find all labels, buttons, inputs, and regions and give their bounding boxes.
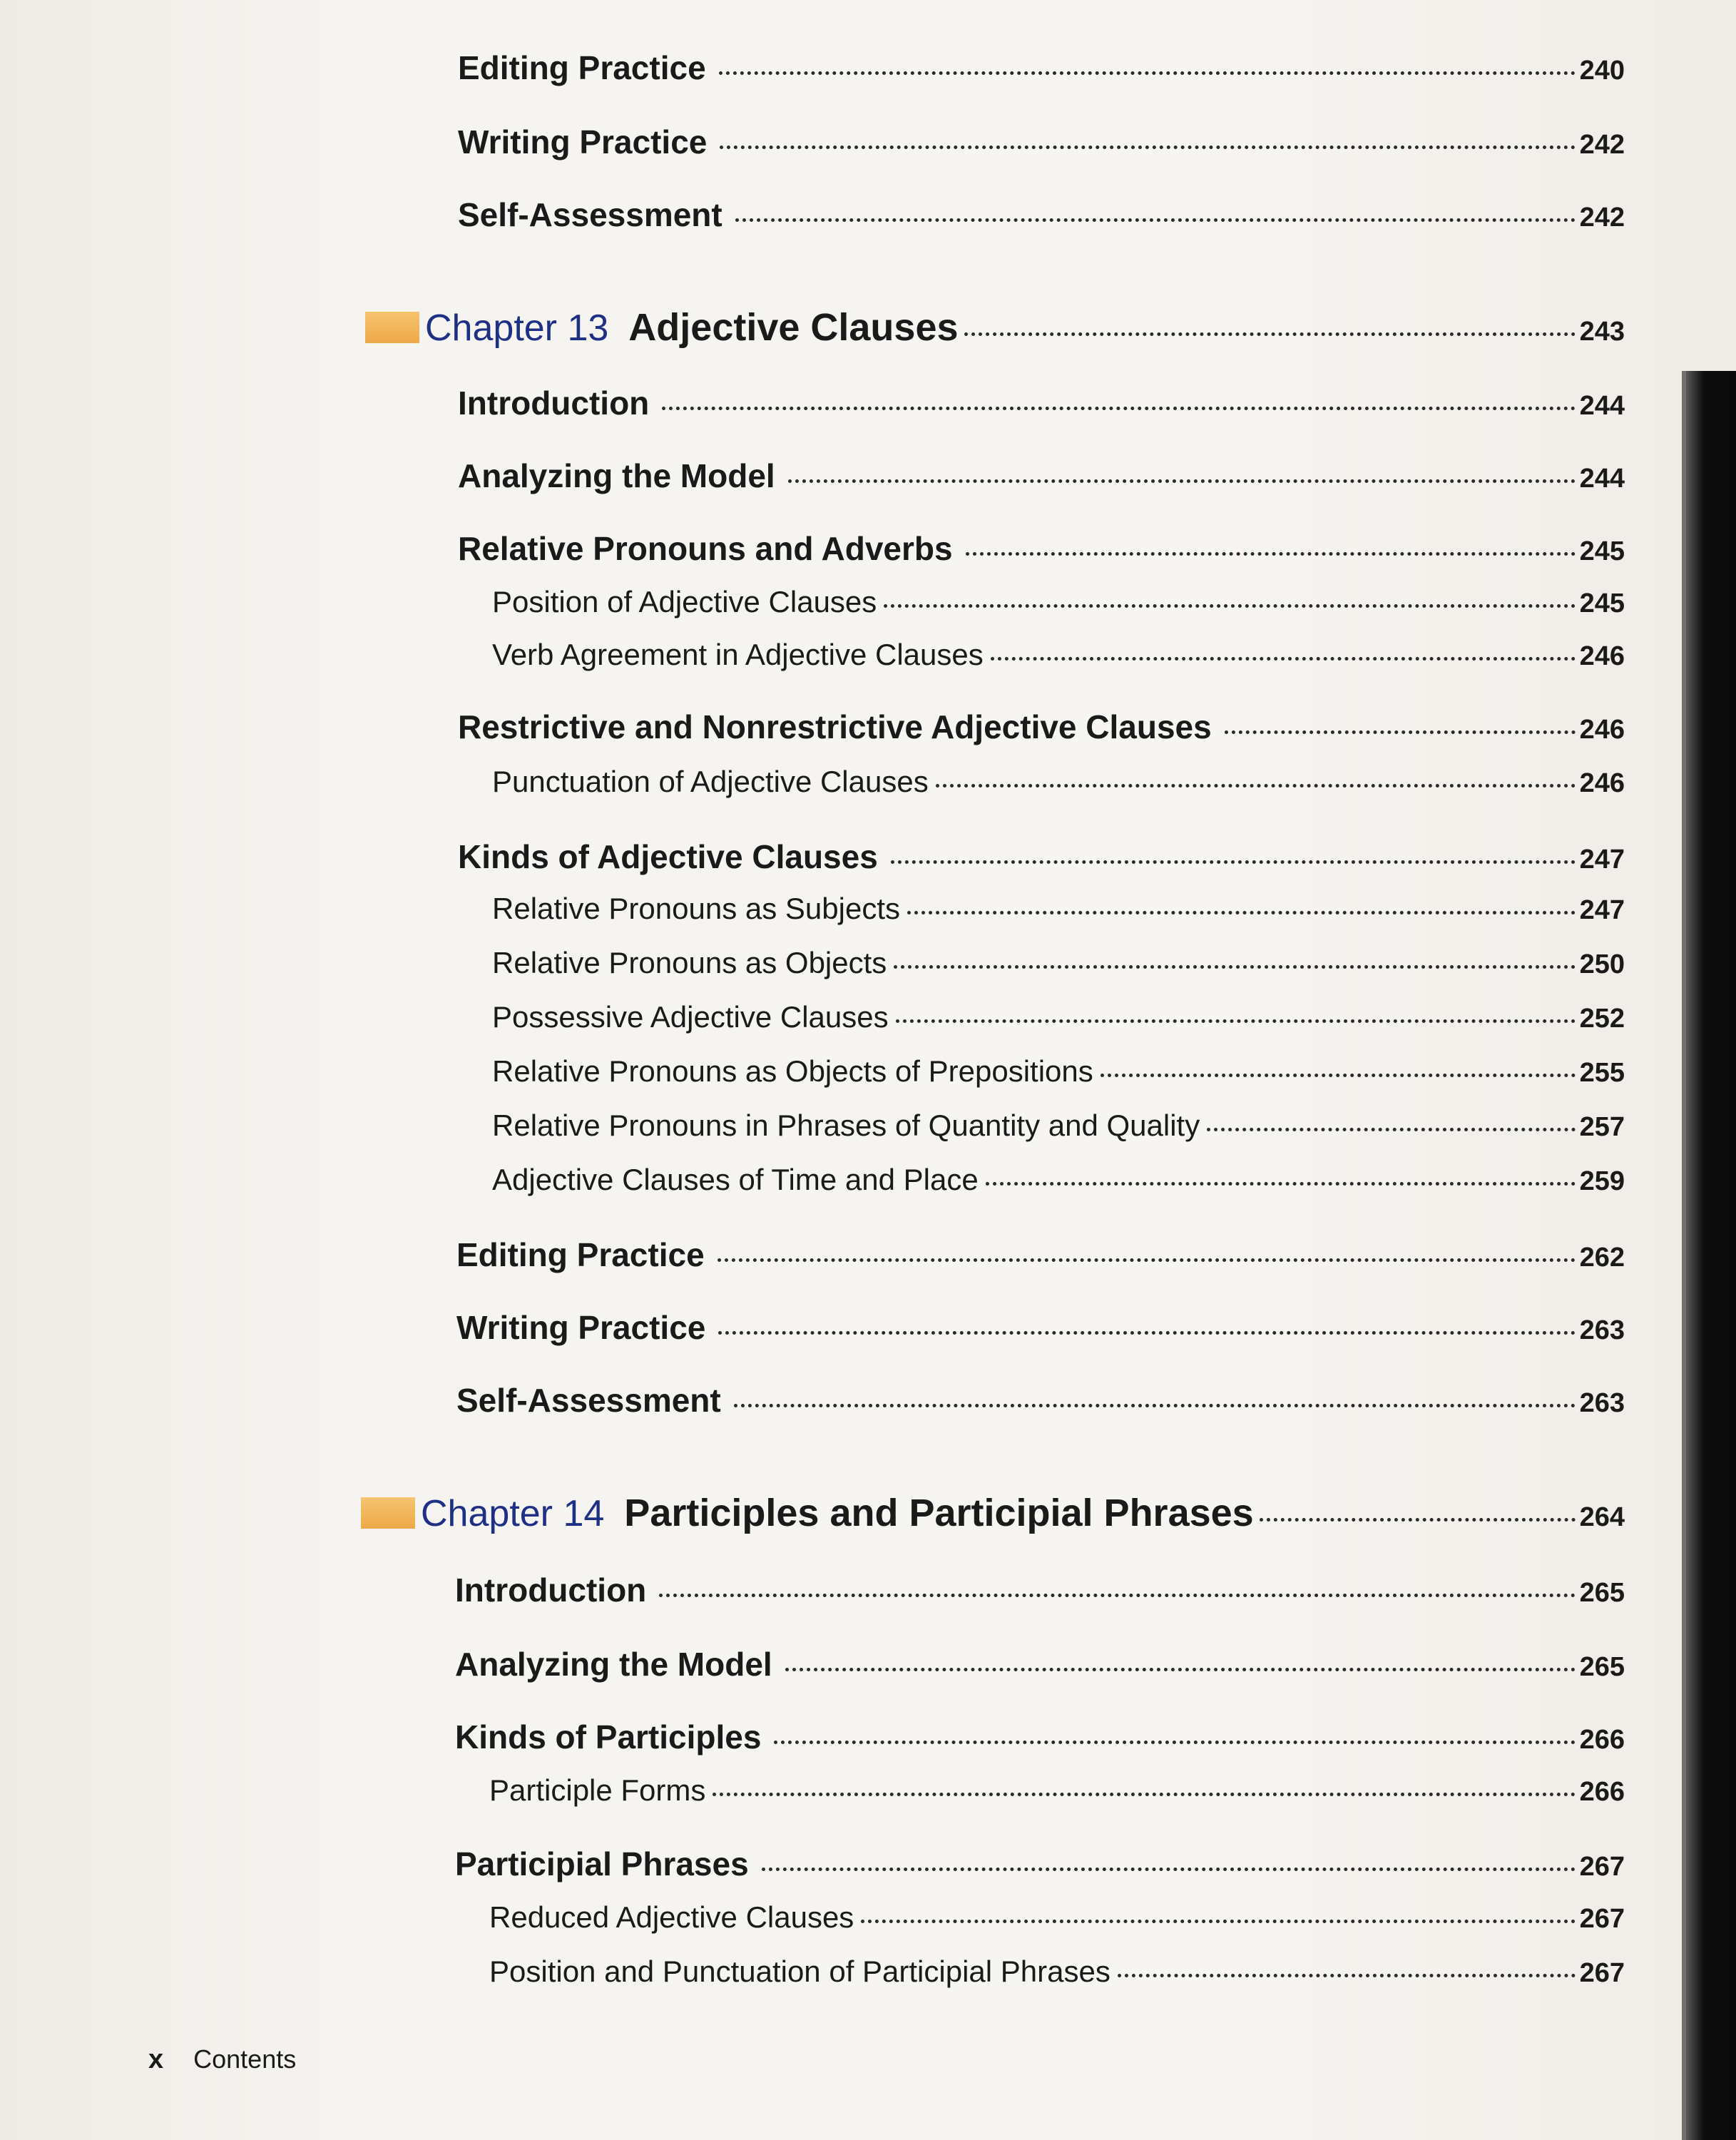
dot-leader [896,1019,1576,1023]
chapter-heading-14[interactable] [361,1491,1625,1535]
dot-leader [991,657,1576,661]
toc-entry-label: Writing Practice [456,1309,706,1346]
toc-entry-page: 262 [1579,1243,1625,1273]
chapter-marker-icon [365,312,419,343]
toc-entry-label: Self-Assessment [458,196,723,233]
toc-entry-page: 266 [1579,1725,1625,1755]
dot-leader [936,784,1576,788]
toc-entry[interactable] [456,1308,1625,1347]
chapter-number: Chapter 13 [425,307,609,349]
footer-section-label: Contents [193,2044,297,2074]
toc-entry[interactable] [455,1645,1625,1683]
toc-subentry[interactable] [492,585,1625,619]
toc-entry-label: Self-Assessment [456,1382,721,1419]
toc-subentry[interactable] [489,1955,1625,1989]
toc-entry-label: Relative Pronouns as Objects of Prepositions [492,1054,1093,1088]
toc-entry-page: 250 [1579,949,1625,979]
toc-entry[interactable] [458,837,1625,876]
dot-leader [966,552,1576,556]
dot-leader [1225,730,1576,734]
dot-leader [719,71,1576,75]
dot-leader [735,218,1576,222]
chapter-page: 264 [1579,1502,1625,1532]
toc-entry-page: 265 [1579,1578,1625,1608]
toc-entry[interactable] [458,708,1625,746]
toc-entry-page: 242 [1579,130,1625,160]
toc-entry[interactable] [456,1235,1625,1274]
toc-subentry[interactable] [492,946,1625,980]
chapter-heading-13[interactable] [365,305,1625,350]
dot-leader [788,479,1576,483]
toc-entry[interactable] [458,457,1625,495]
toc-entry-label: Relative Pronouns as Objects [492,946,887,979]
toc-entry-page: 247 [1579,845,1625,875]
toc-entry-label: Relative Pronouns in Phrases of Quantity and Quality [492,1109,1200,1142]
toc-subentry[interactable] [489,1773,1625,1808]
toc-entry-label: Relative Pronouns and Adverbs [458,530,953,567]
toc-entry-label: Editing Practice [456,1236,705,1273]
dot-leader [662,407,1575,410]
dot-leader [884,604,1575,608]
toc-entry-page: 246 [1579,641,1625,671]
chapter-number: Chapter 14 [421,1493,605,1534]
toc-entry-label: Adjective Clauses of Time and Place [492,1163,979,1196]
dot-leader [861,1920,1575,1923]
toc-entry-page: 255 [1579,1058,1625,1088]
dot-leader [713,1793,1575,1796]
toc-entry-page: 259 [1579,1166,1625,1196]
toc-entry-label: Restrictive and Nonrestrictive Adjective Clauses [458,708,1212,745]
toc-entry-page: 245 [1579,536,1625,566]
dot-leader [785,1668,1576,1671]
toc-entry-label: Analyzing the Model [455,1646,772,1683]
toc-subentry[interactable] [492,1000,1625,1034]
toc-entry[interactable] [455,1718,1625,1756]
toc-entry-page: 267 [1579,1958,1625,1988]
toc-entry-label: Position and Punctuation of Participial Phrases [489,1955,1110,1988]
dot-leader [891,860,1576,864]
chapter-title: Adjective Clauses [628,306,959,349]
toc-entry-label: Kinds of Participles [455,1718,762,1756]
toc-entry[interactable] [458,49,1625,87]
toc-entry-label: Editing Practice [458,49,706,86]
dot-leader [964,332,1576,336]
dot-leader [718,1331,1575,1335]
toc-entry-page: 244 [1579,464,1625,494]
toc-subentry[interactable] [492,1163,1625,1197]
toc-entry-label: Introduction [458,384,650,422]
toc-subentry[interactable] [492,638,1625,672]
toc-entry-page: 247 [1579,895,1625,925]
toc-entry-page: 242 [1579,203,1625,233]
dot-leader [659,1594,1575,1597]
toc-entry-page: 267 [1579,1852,1625,1882]
toc-subentry[interactable] [489,1900,1625,1935]
dot-leader [1260,1518,1576,1522]
dot-leader [986,1182,1576,1186]
toc-entry-label: Reduced Adjective Clauses [489,1900,854,1934]
toc-entry-page: 257 [1579,1112,1625,1142]
toc-entry-label: Introduction [455,1571,647,1609]
toc-entry-label: Analyzing the Model [458,457,775,494]
toc-entry[interactable] [455,1571,1625,1609]
dot-leader [894,965,1575,969]
dot-leader [734,1404,1576,1407]
toc-entry-label: Participial Phrases [455,1845,749,1882]
dot-leader [1118,1974,1576,1977]
toc-entry[interactable] [456,1381,1625,1420]
toc-entry-label: Possessive Adjective Clauses [492,1000,889,1034]
toc-entry[interactable] [458,123,1625,161]
toc-entry-page: 252 [1579,1004,1625,1034]
dot-leader [720,146,1575,149]
toc-entry-page: 265 [1579,1652,1625,1682]
toc-entry[interactable] [458,384,1625,422]
toc-entry-label: Relative Pronouns as Subjects [492,892,900,925]
toc-entry-label: Participle Forms [489,1773,706,1807]
dot-leader [1101,1074,1576,1077]
toc-entry[interactable] [458,195,1625,234]
toc-entry-page: 267 [1579,1904,1625,1934]
toc-entry[interactable] [458,529,1625,568]
dot-leader [1207,1128,1575,1131]
toc-entry[interactable] [455,1845,1625,1883]
toc-subentry[interactable] [492,765,1625,799]
toc-entry-label: Verb Agreement in Adjective Clauses [492,638,984,671]
toc-entry-label: Position of Adjective Clauses [492,585,877,618]
chapter-title: Participles and Participial Phrases [624,1492,1254,1534]
chapter-page: 243 [1579,317,1625,347]
toc-subentry[interactable] [492,1109,1625,1143]
dot-leader [907,911,1576,914]
toc-entry-label: Writing Practice [458,123,708,160]
toc-entry-page: 266 [1579,1777,1625,1807]
toc-subentry[interactable] [492,892,1625,926]
toc-entry-label: Punctuation of Adjective Clauses [492,765,929,798]
toc-entry-page: 263 [1579,1388,1625,1418]
page-numeral: x [148,2044,164,2074]
toc-entry-page: 246 [1579,768,1625,798]
toc-entry-label: Kinds of Adjective Clauses [458,838,878,875]
toc-entry-page: 263 [1579,1315,1625,1345]
toc-entry-page: 246 [1579,715,1625,745]
toc-entry-page: 240 [1579,56,1625,86]
toc-entry-page: 244 [1579,391,1625,421]
chapter-marker-icon [361,1497,415,1529]
page-footer [148,2044,296,2075]
dot-leader [774,1741,1575,1744]
dot-leader [762,1868,1576,1871]
dot-leader [718,1258,1576,1262]
toc-subentry[interactable] [492,1054,1625,1089]
toc-entry-page: 245 [1579,588,1625,618]
